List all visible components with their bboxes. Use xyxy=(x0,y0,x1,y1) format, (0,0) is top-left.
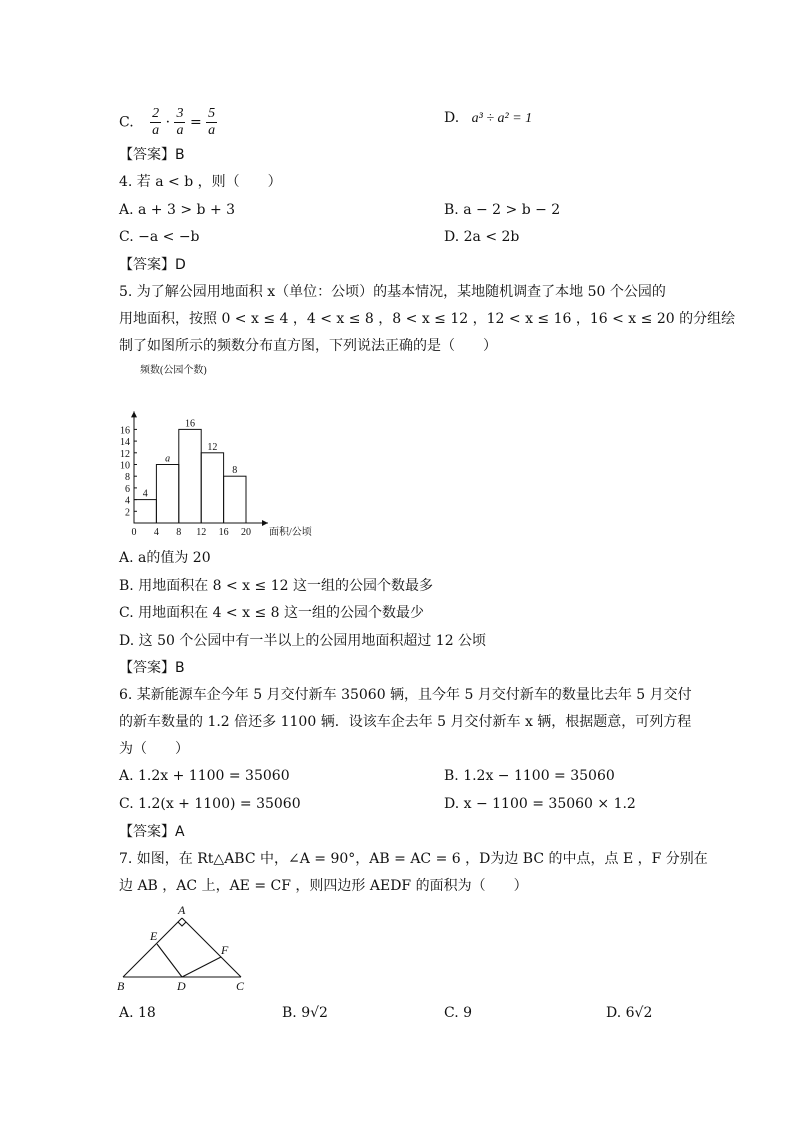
bar-data-label: 8 xyxy=(232,465,238,477)
segment-ed xyxy=(157,944,182,977)
q6-option-c: C. 1.2(x + 1100) = 35060 xyxy=(119,796,301,812)
q5-option-a: A. a的值为 20 xyxy=(119,550,211,566)
q3-option-c-label: C. xyxy=(119,114,134,131)
q7-option-c: C. 9 xyxy=(444,1005,473,1021)
y-tick-label: 4 xyxy=(125,495,130,507)
q7-option-a: A. 18 xyxy=(119,1005,156,1021)
q7-stem-line2: 边 AB ，AC 上，AE = CF ，则四边形 AEDF 的面积为（ ） xyxy=(119,878,528,894)
histogram-bar xyxy=(201,453,223,523)
q3-frac-1: $\frac{2}{a}$ xyxy=(152,106,160,138)
x-tick-label: 4 xyxy=(153,527,159,538)
q5-option-b: B. 用地面积在 8 < x ≤ 12 这一组的公园个数最多 xyxy=(119,578,433,594)
q7-stem-line1: 7. 如图，在 Rt△ABC 中，∠A = 90°，AB = AC = 6 ，D为边 BC 的中点，点 E ，F 分别在 xyxy=(119,851,708,867)
label-d: D xyxy=(177,979,186,993)
y-tick-label: 12 xyxy=(120,448,130,460)
q5-option-c: C. 用地面积在 4 < x ≤ 8 这一组的公园个数最少 xyxy=(119,605,424,621)
histogram-bar xyxy=(179,429,201,523)
q6-answer: 【答案】A xyxy=(119,824,185,840)
bar-data-label: 12 xyxy=(207,441,218,453)
y-tick-label: 2 xyxy=(125,507,130,519)
q7-option-d: D. 6√2 xyxy=(606,1005,653,1021)
bar-data-label: 16 xyxy=(185,418,195,430)
x-tick-label: 12 xyxy=(196,527,207,538)
q3-frac-3: $\frac{5}{a}$ xyxy=(208,106,216,138)
q4-stem: 4. 若 a < b ，则（ ） xyxy=(119,174,282,190)
q6-option-d: D. x − 1100 = 35060 × 1.2 xyxy=(444,796,636,812)
y-tick-label: 14 xyxy=(120,437,130,449)
y-tick-label: 8 xyxy=(125,472,130,484)
y-tick-label: 16 xyxy=(120,425,130,437)
x-axis-label: 面积/公顷 xyxy=(269,527,312,538)
label-c: C xyxy=(236,979,245,993)
bar-data-label: 4 xyxy=(142,488,148,500)
triangle-figure xyxy=(112,902,257,994)
histogram-bar xyxy=(224,476,246,523)
q3-option-c: C. $\frac{2}{a}$ · $\frac{3}{a}$ = $\frac{5}{a}$ xyxy=(119,106,216,138)
histogram-bar xyxy=(156,465,178,524)
q3-answer: 【答案】B xyxy=(119,147,185,163)
q4-answer: 【答案】D xyxy=(119,257,186,273)
y-axis-label: 频数(公园个数) xyxy=(140,365,207,376)
y-tick-label: 10 xyxy=(120,460,130,472)
q4-option-a: A. a + 3 > b + 3 xyxy=(119,202,236,218)
q6-stem-line1: 6. 某新能源车企今年 5 月交付新车 35060 辆，且今年 5 月交付新车的数量比去年 5 月交付 xyxy=(119,687,692,703)
y-axis-arrow xyxy=(131,411,137,417)
q5-stem-line3: 制了如图所示的频数分布直方图，下列说法正确的是（ ） xyxy=(119,338,497,354)
x-tick-label: 16 xyxy=(218,527,229,538)
q6-stem-line3: 为（ ） xyxy=(119,741,189,757)
label-a: A xyxy=(178,903,186,917)
q5-answer: 【答案】B xyxy=(119,660,185,676)
q6-stem-line2: 的新车数量的 1.2 倍还多 1100 辆．设该车企去年 5 月交付新车 x 辆，根据题意，可列方程 xyxy=(119,714,692,730)
q7-option-b: B. 9√2 xyxy=(282,1005,328,1021)
q5-option-d: D. 这 50 个公园中有一半以上的公园用地面积超过 12 公顷 xyxy=(119,633,487,649)
q6-option-a: A. 1.2x + 1100 = 35060 xyxy=(119,768,290,784)
histogram-bar xyxy=(134,500,156,523)
q4-option-d: D. 2a < 2b xyxy=(444,229,520,245)
label-b: B xyxy=(117,979,125,993)
x-axis-arrow xyxy=(262,520,268,526)
segment-df xyxy=(182,957,221,977)
x-tick-label: 0 xyxy=(131,527,137,538)
q5-stem-line1: 5. 为了解公园用地面积 x（单位：公顷）的基本情况，某地随机调查了本地 50 个公园的 xyxy=(119,284,666,300)
q6-option-b: B. 1.2x − 1100 = 35060 xyxy=(444,768,615,784)
q5-stem-line2: 用地面积，按照 0 < x ≤ 4 ，4 < x ≤ 8 ，8 < x ≤ 12 ，12 < x ≤ 16 ，16 < x ≤ 20 的分组绘 xyxy=(119,311,736,327)
label-f: F xyxy=(221,943,229,957)
q3-option-d: D. a³ ÷ a² = 1 xyxy=(444,110,533,126)
y-tick-label: 6 xyxy=(125,483,130,495)
q3-frac-2: $\frac{3}{a}$ xyxy=(176,106,184,138)
q4-option-b: B. a − 2 > b − 2 xyxy=(444,202,561,218)
side-ac xyxy=(182,918,241,977)
q4-option-c: C. −a < −b xyxy=(119,229,200,245)
bar-data-label: a xyxy=(165,453,171,465)
x-tick-label: 20 xyxy=(241,527,251,538)
x-tick-label: 8 xyxy=(176,527,182,538)
frequency-histogram xyxy=(112,360,312,540)
label-e: E xyxy=(150,929,158,943)
